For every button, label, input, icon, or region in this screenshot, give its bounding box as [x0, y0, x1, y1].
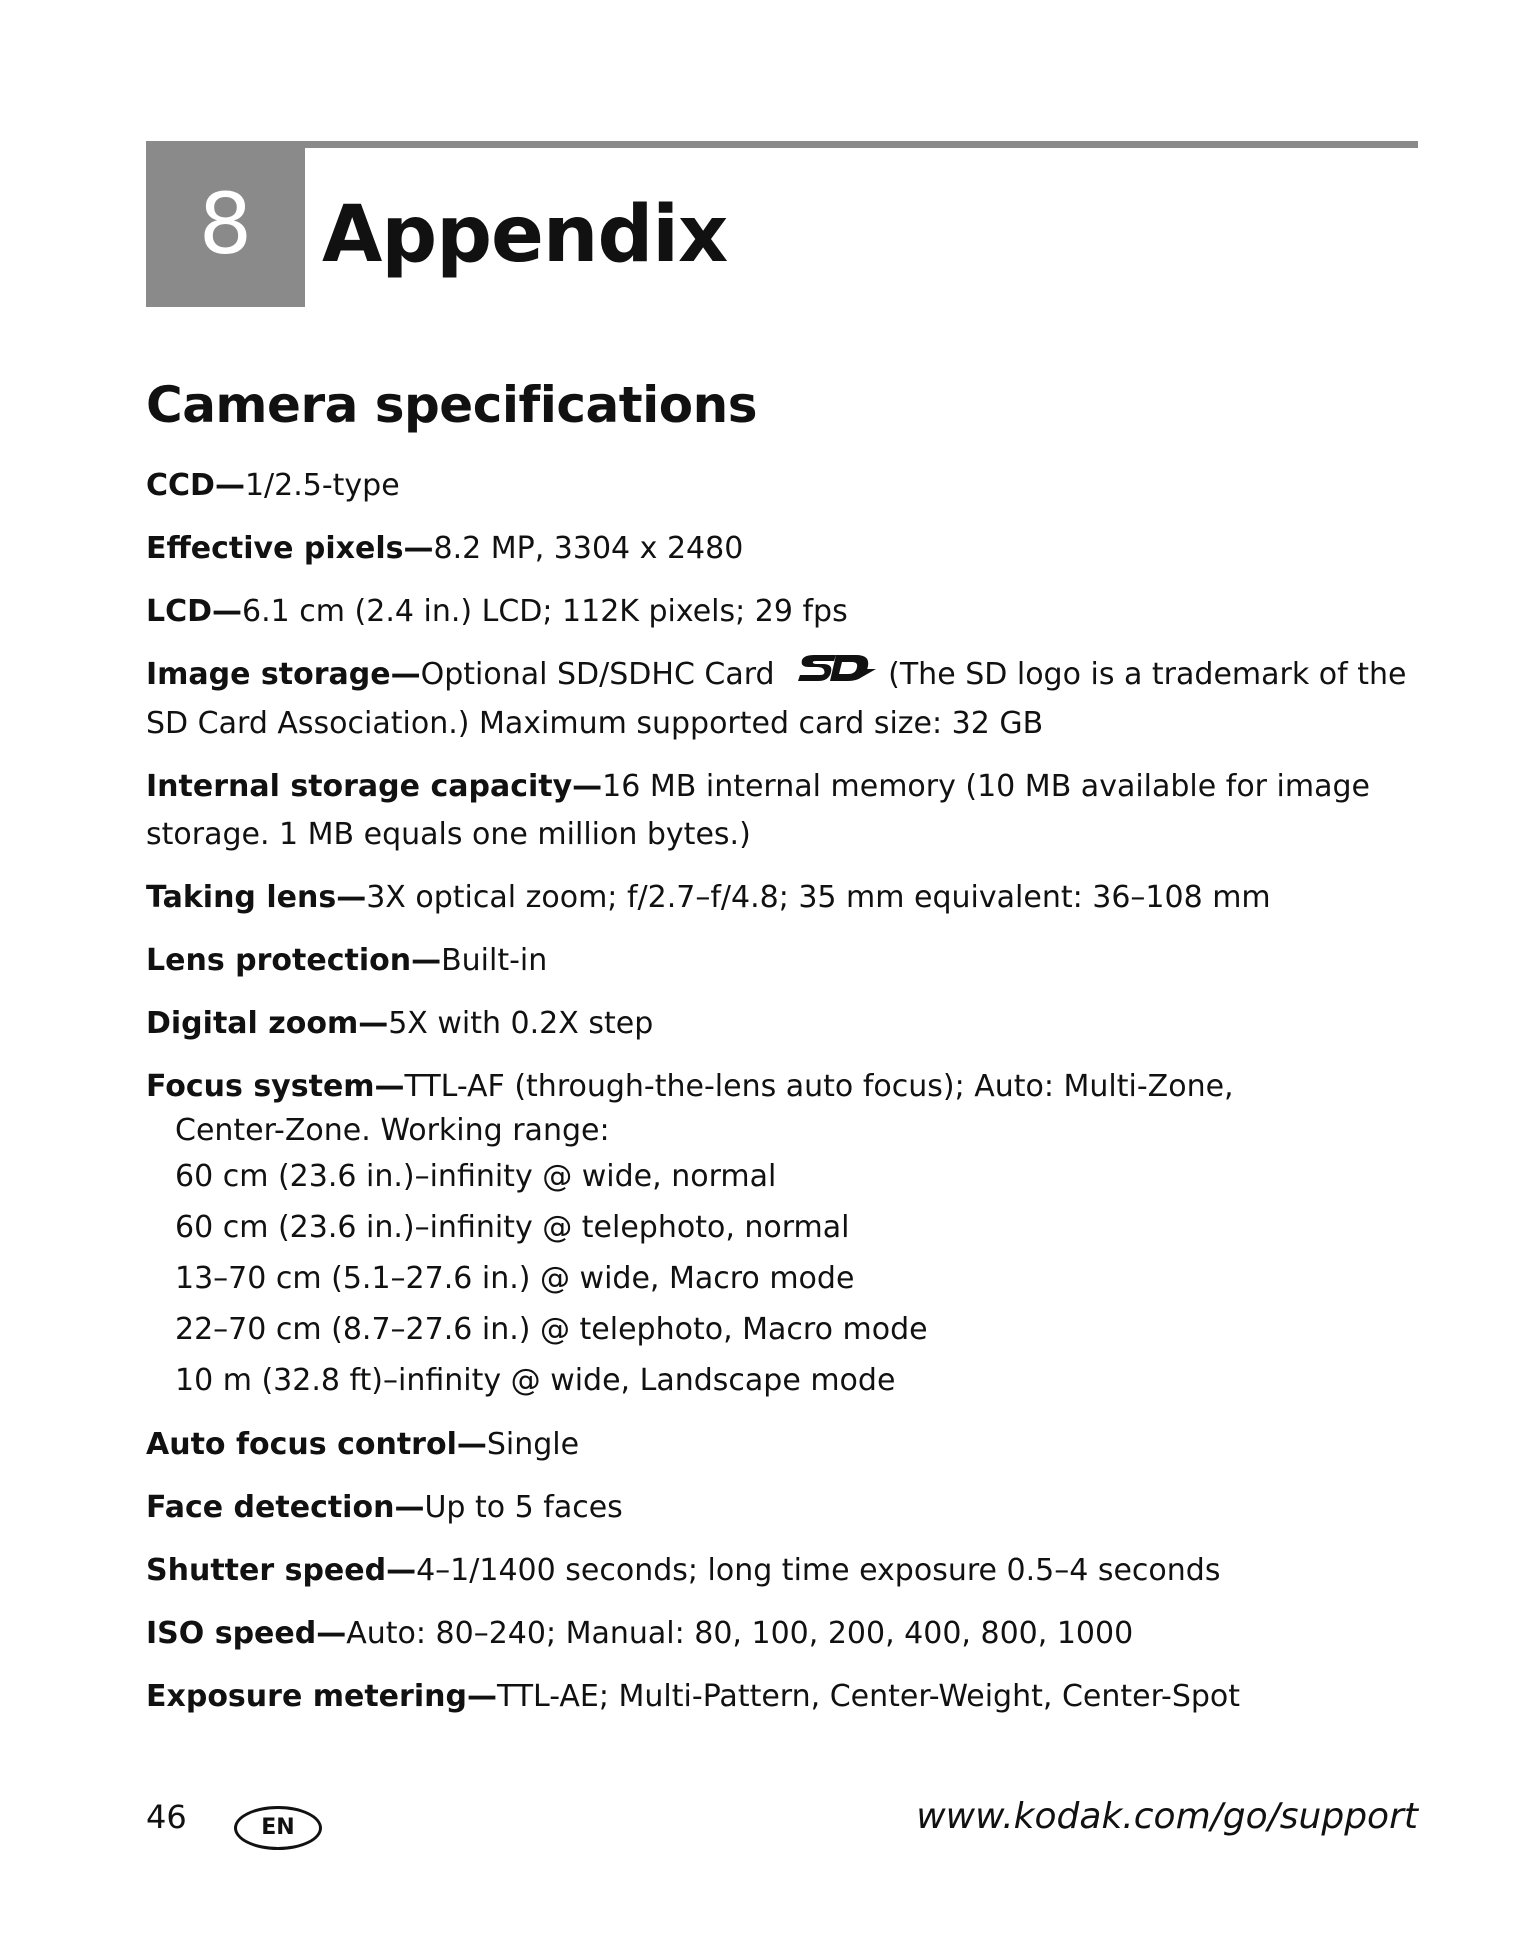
spec-value: TTL-AE; Multi-Pattern, Center-Weight, Center-Spot: [496, 1679, 1241, 1714]
spec-separator: —: [403, 531, 434, 566]
spec-separator: —: [390, 657, 421, 692]
focus-sub-line: Center-Zone. Working range:: [175, 1113, 610, 1148]
spec-term: Focus system: [146, 1069, 375, 1104]
spec-value: Up to 5 faces: [424, 1490, 623, 1525]
spec-iso-speed: [146, 1610, 1416, 1658]
spec-ccd: [146, 462, 1416, 510]
language-badge: EN: [234, 1806, 322, 1850]
spec-value: 3X optical zoom; f/2.7–f/4.8; 35 mm equivalent: 36–108 mm: [366, 880, 1271, 915]
spec-value: Single: [486, 1427, 580, 1462]
spec-value: 5X with 0.2X step: [388, 1006, 654, 1041]
focus-sub-line: 13–70 cm (5.1–27.6 in.) @ wide, Macro mode: [175, 1261, 855, 1296]
spec-separator: —: [456, 1427, 487, 1462]
spec-value: 6.1 cm (2.4 in.) LCD; 112K pixels; 29 fps: [242, 594, 848, 629]
spec-separator: —: [572, 769, 603, 804]
spec-taking-lens: [146, 874, 1416, 922]
chapter-number: 8: [198, 175, 253, 273]
spec-term: ISO speed: [146, 1616, 317, 1651]
spec-value: 1/2.5-type: [244, 468, 400, 503]
spec-term: Digital zoom: [146, 1006, 359, 1041]
spec-term: Shutter speed: [146, 1553, 387, 1588]
spec-lcd: [146, 588, 1416, 636]
spec-separator: —: [466, 1679, 497, 1714]
spec-lens-protection: [146, 937, 1416, 985]
spec-effective-pixels: [146, 525, 1416, 573]
spec-separator: —: [394, 1490, 425, 1525]
spec-face-detection: [146, 1484, 1416, 1532]
spec-digital-zoom: [146, 1000, 1416, 1048]
spec-term: Exposure metering: [146, 1679, 467, 1714]
spec-separator: —: [214, 468, 245, 503]
section-title: Camera specifications: [146, 376, 758, 434]
spec-shutter-speed: [146, 1547, 1416, 1595]
spec-separator: —: [411, 943, 442, 978]
spec-term: Taking lens: [146, 880, 337, 915]
spec-value: 16 MB internal memory (10 MB available for image storage. 1 MB equals one million bytes.): [146, 769, 1370, 852]
sd-card-logo-icon: [790, 651, 876, 700]
spec-separator: —: [386, 1553, 417, 1588]
support-url: www.kodak.com/go/support: [916, 1796, 1418, 1837]
spec-term: LCD: [146, 594, 213, 629]
spec-exposure-metering: [146, 1673, 1416, 1721]
spec-value: Auto: 80–240; Manual: 80, 100, 200, 400, 800, 1000: [346, 1616, 1134, 1651]
spec-value: 8.2 MP, 3304 x 2480: [433, 531, 744, 566]
page-number: 46: [146, 1798, 187, 1836]
spec-term: Face detection: [146, 1490, 395, 1525]
spec-separator: —: [358, 1006, 389, 1041]
spec-term: Auto focus control: [146, 1427, 457, 1462]
spec-term: CCD: [146, 468, 215, 503]
spec-list: [146, 462, 1416, 1736]
focus-sub-line: 22–70 cm (8.7–27.6 in.) @ telephoto, Macro mode: [175, 1312, 928, 1347]
chapter-title: Appendix: [322, 190, 728, 280]
header-rule: [300, 141, 1418, 148]
spec-separator: —: [316, 1616, 347, 1651]
spec-internal-storage: [146, 763, 1416, 859]
spec-image-storage: [146, 651, 1416, 748]
spec-term: Internal storage capacity: [146, 769, 573, 804]
spec-value: Optional SD/SDHC Card: [420, 657, 775, 692]
spec-term: Image storage: [146, 657, 391, 692]
focus-sub-line: 60 cm (23.6 in.)–infinity @ telephoto, normal: [175, 1210, 850, 1245]
focus-sub-line: 10 m (32.8 ft)–infinity @ wide, Landscape mode: [175, 1363, 896, 1398]
spec-term: Effective pixels: [146, 531, 404, 566]
spec-value: TTL-AF (through-the-lens auto focus); Auto: Multi-Zone,: [404, 1069, 1234, 1104]
spec-term: Lens protection: [146, 943, 412, 978]
spec-value: 4–1/1400 seconds; long time exposure 0.5–4 seconds: [416, 1553, 1221, 1588]
spec-auto-focus-control: [146, 1421, 1416, 1469]
spec-focus-system: [146, 1063, 1416, 1406]
focus-sub-line: 60 cm (23.6 in.)–infinity @ wide, normal: [175, 1159, 777, 1194]
spec-value: Built-in: [441, 943, 548, 978]
chapter-number-box: [146, 141, 305, 307]
spec-separator: —: [336, 880, 367, 915]
spec-value-continued: (The SD logo is a trademark of the SD Card Association.) Maximum supported card size: 32 GB: [146, 657, 1407, 741]
spec-separator: —: [212, 594, 243, 629]
spec-separator: —: [374, 1069, 405, 1104]
